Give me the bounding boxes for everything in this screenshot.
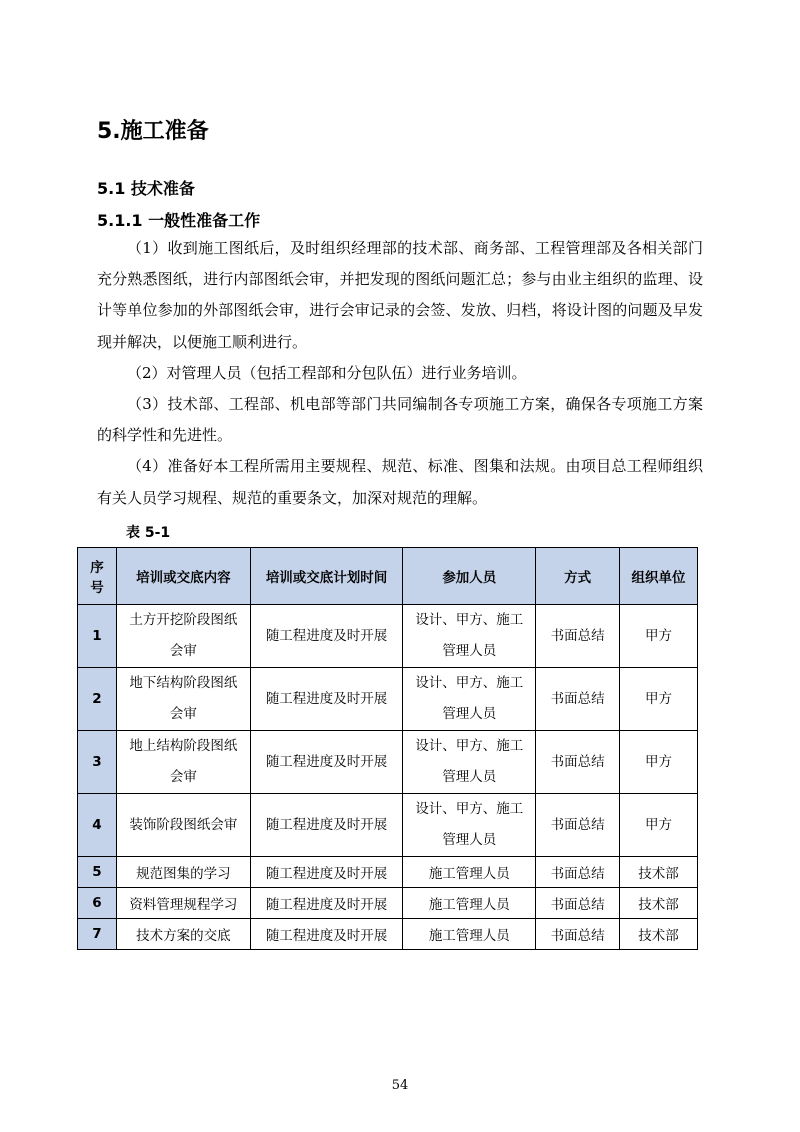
table-row (78, 888, 698, 919)
paragraph: （2）对管理人员（包括工程部和分包队伍）进行业务培训。 (127, 363, 527, 382)
row-org: 甲方 (620, 794, 698, 857)
header-participants: 参加人员 (403, 548, 536, 605)
row-seq: 2 (78, 668, 117, 731)
page-number: 54 (391, 1078, 409, 1093)
row-plan-time: 随工程进度及时开展 (250, 888, 403, 919)
table-caption: 表 5-1 (126, 525, 171, 541)
row-plan-time: 随工程进度及时开展 (250, 605, 403, 668)
table-row (78, 731, 698, 794)
row-seq: 4 (78, 794, 117, 857)
row-org: 技术部 (620, 919, 698, 950)
row-seq: 7 (78, 919, 117, 950)
row-org: 甲方 (620, 668, 698, 731)
header-seq (78, 548, 117, 605)
row-method: 书面总结 (536, 919, 620, 950)
subsubsection-heading: 5.1.1 一般性准备工作 (97, 211, 261, 230)
paragraph: （4）准备好本工程所需用主要规程、规范、标准、图集和法规。由项目总工程师组织有关人员学习规程、规范的重要条文，加深对规范的理解。 (97, 457, 703, 507)
row-org: 技术部 (620, 888, 698, 919)
table-row (78, 794, 698, 857)
header-seq-line2: 号 (90, 580, 104, 596)
body-text (97, 233, 703, 514)
row-participants: 设计、甲方、施工 管理人员 (403, 605, 536, 668)
table-row (78, 605, 698, 668)
training-table (77, 547, 698, 950)
row-plan-time: 随工程进度及时开展 (250, 668, 403, 731)
header-method: 方式 (536, 548, 620, 605)
table-row (78, 668, 698, 731)
row-seq: 1 (78, 605, 117, 668)
row-content: 土方开挖阶段图纸 会审 (116, 605, 250, 668)
row-content: 资料管理规程学习 (116, 888, 250, 919)
row-participants: 施工管理人员 (403, 857, 536, 888)
row-participants: 施工管理人员 (403, 919, 536, 950)
table-header-row (78, 548, 698, 605)
row-org: 技术部 (620, 857, 698, 888)
row-seq: 3 (78, 731, 117, 794)
row-plan-time: 随工程进度及时开展 (250, 919, 403, 950)
row-seq: 6 (78, 888, 117, 919)
row-participants: 设计、甲方、施工 管理人员 (403, 794, 536, 857)
header-seq-line1: 序 (90, 560, 104, 576)
row-method: 书面总结 (536, 794, 620, 857)
row-method: 书面总结 (536, 668, 620, 731)
row-seq: 5 (78, 857, 117, 888)
header-content: 培训或交底内容 (116, 548, 250, 605)
row-participants: 设计、甲方、施工 管理人员 (403, 668, 536, 731)
row-plan-time: 随工程进度及时开展 (250, 731, 403, 794)
row-org: 甲方 (620, 605, 698, 668)
row-method: 书面总结 (536, 731, 620, 794)
row-org: 甲方 (620, 731, 698, 794)
row-method: 书面总结 (536, 857, 620, 888)
table-row (78, 857, 698, 888)
paragraph: （3）技术部、工程部、机电部等部门共同编制各专项施工方案，确保各专项施工方案的科学性和先进性。 (97, 395, 703, 445)
paragraph: （1）收到施工图纸后，及时组织经理部的技术部、商务部、工程管理部及各相关部门充分熟悉图纸，进行内部图纸会审，并把发现的图纸问题汇总；参与由业主组织的监理、设计等单位参加的外部图纸会审，进行会审记录的会签、发放、归档，将设计图的问题及早发现并解决，以便施工顺利进行。 (97, 239, 703, 351)
subsection-heading: 5.1 技术准备 (97, 179, 195, 198)
row-content: 地上结构阶段图纸 会审 (116, 731, 250, 794)
row-method: 书面总结 (536, 605, 620, 668)
row-plan-time: 随工程进度及时开展 (250, 857, 403, 888)
table-row (78, 919, 698, 950)
header-plan-time: 培训或交底计划时间 (250, 548, 403, 605)
row-content: 规范图集的学习 (116, 857, 250, 888)
row-method: 书面总结 (536, 888, 620, 919)
row-participants: 设计、甲方、施工 管理人员 (403, 731, 536, 794)
header-org: 组织单位 (620, 548, 698, 605)
section-heading: 5.施工准备 (97, 119, 209, 144)
row-plan-time: 随工程进度及时开展 (250, 794, 403, 857)
row-content: 地下结构阶段图纸 会审 (116, 668, 250, 731)
row-content: 装饰阶段图纸会审 (116, 794, 250, 857)
row-content: 技术方案的交底 (116, 919, 250, 950)
row-participants: 施工管理人员 (403, 888, 536, 919)
